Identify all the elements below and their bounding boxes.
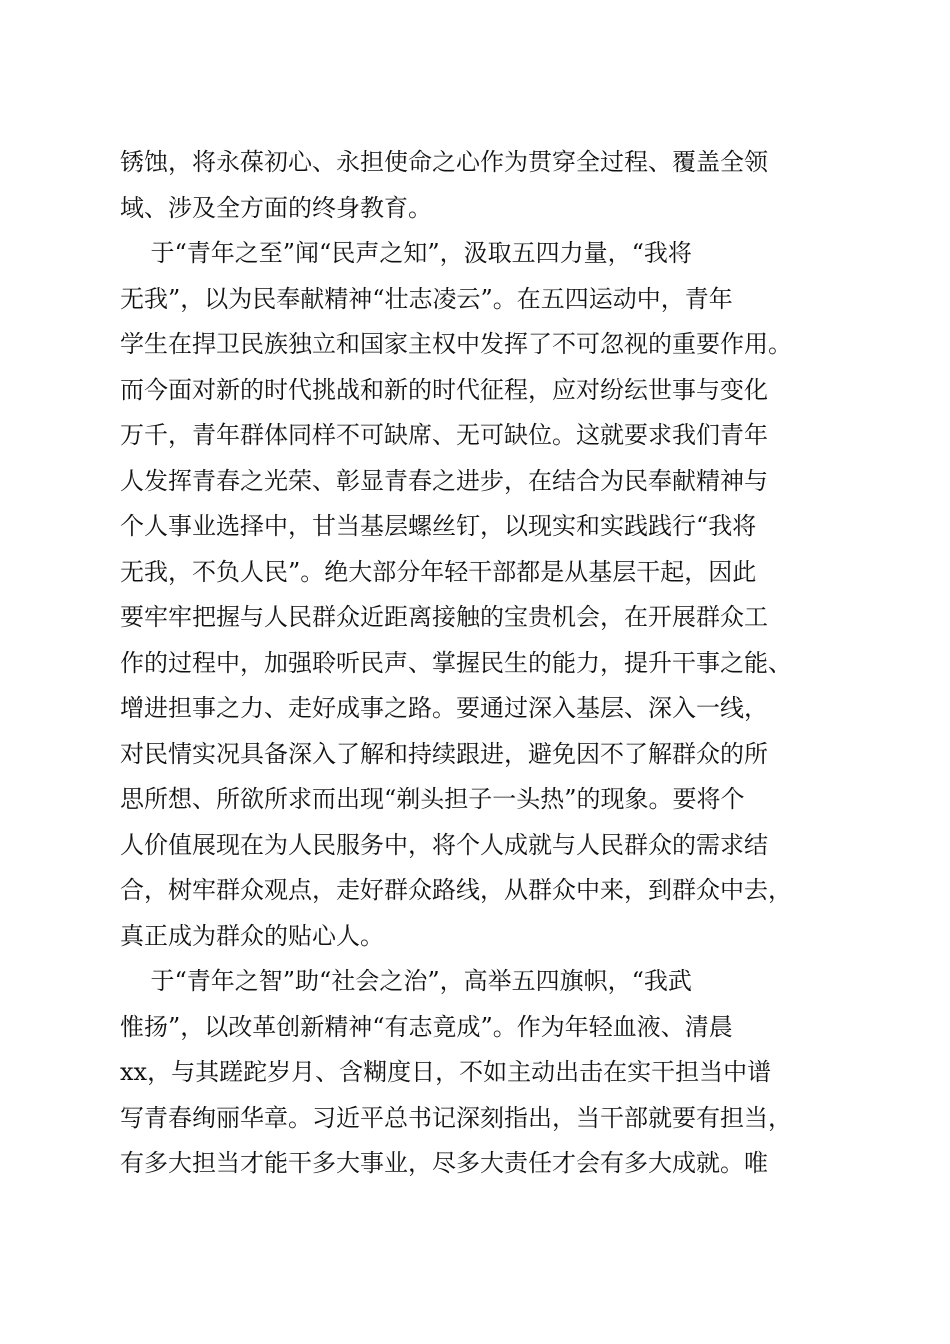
text-line: 真正成为群众的贴心人。 xyxy=(120,921,384,950)
text-line: 无我”，以为民奉献精神“壮志凌云”。在五四运动中，青年 xyxy=(120,284,733,313)
text-line: 无我，不负人民”。绝大部分年轻干部都是从基层干起，因此 xyxy=(120,557,757,586)
text-line: 锈蚀，将永葆初心、永担使命之心作为贯穿全过程、覆盖全领 xyxy=(120,148,768,176)
text-line: 有多大担当才能干多大事业，尽多大责任才会有多大成就。唯 xyxy=(120,1149,768,1177)
text-line: 而今面对新的时代挑战和新的时代征程，应对纷纭世事与变化 xyxy=(120,375,768,404)
text-line: 要牢牢把握与人民群众近距离接触的宝贵机会，在开展群众工 xyxy=(120,603,768,631)
text-line: xx，与其蹉跎岁月、含糊度日，不如主动出击在实干担当中谱 xyxy=(120,1058,772,1086)
text-line: 域、涉及全方面的终身教育。 xyxy=(120,193,432,222)
text-line: 人价值展现在为人民服务中，将个人成就与人民群众的需求结 xyxy=(120,830,768,859)
text-line: 作的过程中，加强聆听民声、掌握民生的能力，提升干事之能、 xyxy=(120,648,792,677)
text-line: 增进担事之力、走好成事之路。要通过深入基层、深入一线， xyxy=(120,694,768,722)
text-line: 合，树牢群众观点，走好群众路线，从群众中来，到群众中去， xyxy=(120,876,792,904)
text-line: 于“青年之至”闻“民声之知”，汲取五四力量，“我将 xyxy=(120,239,692,267)
text-line: 个人事业选择中，甘当基层螺丝钉，以现实和实践践行“我将 xyxy=(120,512,757,540)
text-line: 对民情实况具备深入了解和持续跟进，避免因不了解群众的所 xyxy=(120,739,768,768)
text-line: 于“青年之智”助“社会之治”，高举五四旗帜，“我武 xyxy=(120,967,692,995)
body-text xyxy=(120,140,840,1187)
text-line: 写青春绚丽华章。习近平总书记深刻指出，当干部就要有担当， xyxy=(120,1103,792,1132)
text-line: 思所想、所欲所求而出现“剃头担子一头热”的现象。要将个 xyxy=(120,785,745,813)
text-line: 学生在捍卫民族独立和国家主权中发挥了不可忽视的重要作用。 xyxy=(120,330,792,358)
text-line: 惟扬”，以改革创新精神“有志竟成”。作为年轻血液、清晨 xyxy=(120,1012,733,1041)
text-line: 人发挥青春之光荣、彰显青春之进步，在结合为民奉献精神与 xyxy=(120,466,768,495)
text-line: 万千，青年群体同样不可缺席、无可缺位。这就要求我们青年 xyxy=(120,421,768,449)
